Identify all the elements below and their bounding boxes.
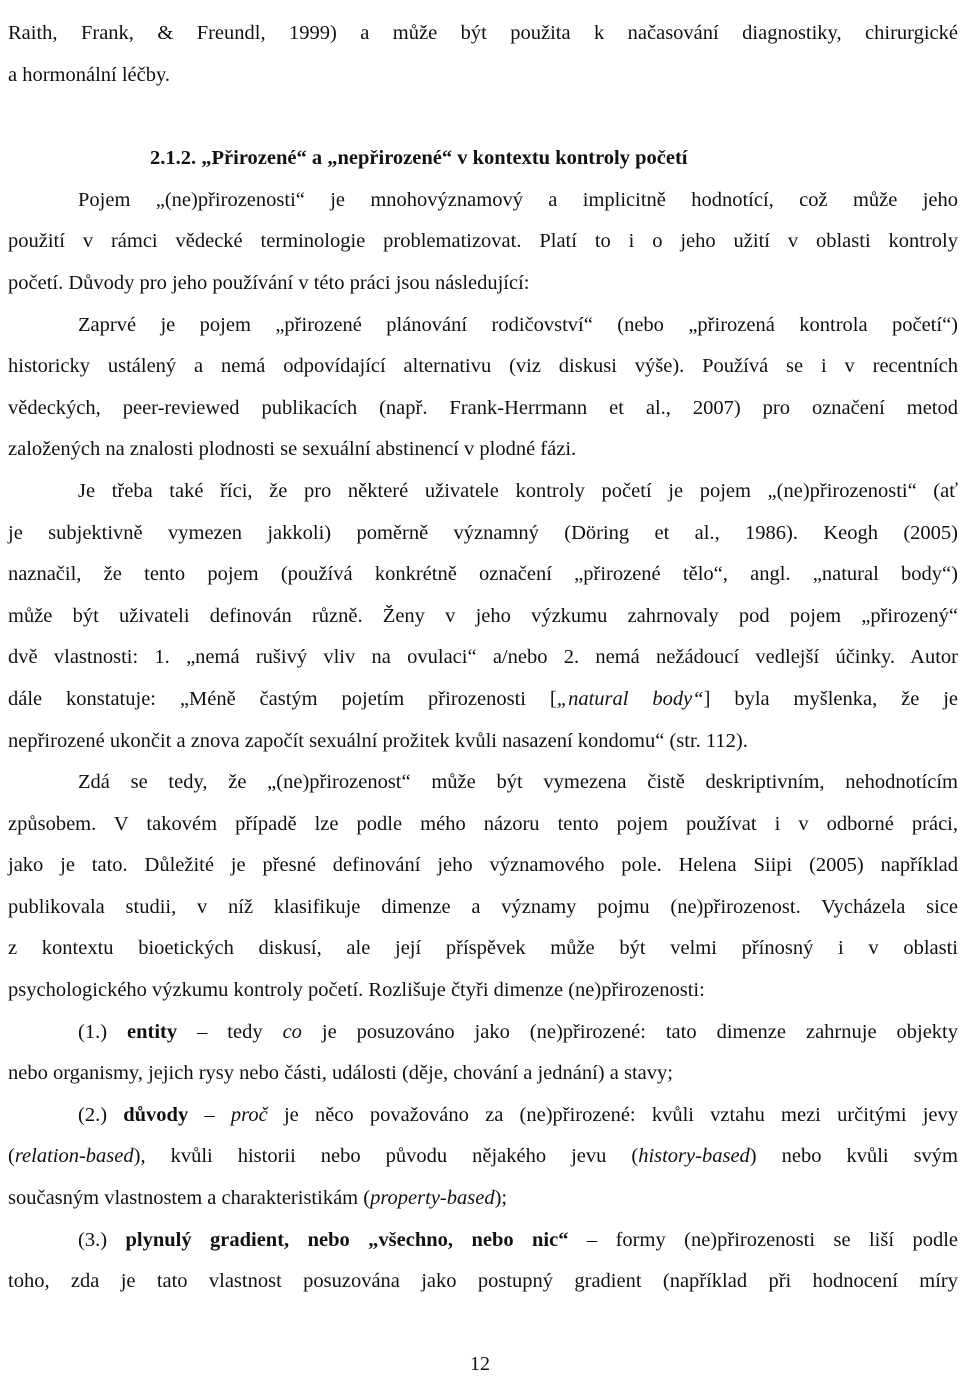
paragraph-line: z kontextu bioetických diskusí, ale její příspěvek může být velmi přínosný i v oblasti: [8, 937, 958, 960]
list-text: je posuzováno jako (ne)přirozené: tato dimenze zahrnuje objekty: [321, 1020, 958, 1043]
list-item-2: [8, 1095, 958, 1137]
paragraph-line: může být uživateli definován různě. Ženy v jeho výzkumu zahrnovaly pod pojem „přirozený“: [8, 604, 958, 627]
paragraph-line: Pojem „(ne)přirozenosti“ je mnohovýznamový a implicitně hodnotící, což může jeho: [78, 188, 958, 211]
list-item-2-continuation: [8, 1178, 958, 1220]
list-term: plynulý gradient, nebo „všechno, nebo nic“: [125, 1228, 569, 1251]
paragraph-line: Zaprvé je pojem „přirozené plánování rodičovství“ (nebo „přirozená kontrola početí“): [78, 313, 958, 336]
page-number: 12: [470, 1353, 490, 1375]
list-text: ), kvůli historii nebo původu nějakého jevu (: [133, 1145, 639, 1168]
paragraph-line: dvě vlastnosti: 1. „nemá rušivý vliv na ovulaci“ a/nebo 2. nemá nežádoucí vedlejší účinky. Autor: [8, 646, 958, 669]
list-item-3: [8, 1220, 958, 1262]
list-text: ) nebo kvůli svým: [749, 1145, 958, 1168]
list-text: je něco považováno za (ne)přirozené: kvůli vztahu mezi určitými jevy: [283, 1103, 959, 1126]
paragraph-line: historicky ustálený a nemá odpovídající alternativu (viz diskusi výše). Používá se i v recentních: [8, 355, 958, 378]
paragraph-line: Zdá se tedy, že „(ne)přirozenost“ může být vymezena čistě deskriptivním, nehodnotícím: [78, 771, 958, 794]
paragraph-line: založených na znalosti plodnosti se sexuální abstinencí v plodné fázi.: [8, 438, 577, 461]
paragraph-line: je subjektivně vymezen jakkoli) poměrně významný (Döring et al., 1986). Keogh (2005): [8, 521, 958, 544]
list-text: současným vlastnostem a charakteristikám (: [8, 1187, 371, 1210]
list-text: formy (ne)přirozenosti se liší podle: [615, 1228, 959, 1251]
list-italic-term: relation-based: [14, 1145, 134, 1168]
list-text: );: [494, 1187, 508, 1210]
section-heading: [8, 138, 958, 180]
list-text: tedy: [227, 1020, 263, 1043]
list-item-3-continuation: toho, zda je tato vlastnost posuzována jako postupný gradient (například při hodnocení míry: [8, 1270, 958, 1293]
paragraph-line: Je třeba také říci, že pro některé uživatele kontroly početí je pojem „(ne)přirozenosti“ (ať: [78, 479, 958, 502]
list-item-1-continuation: nebo organismy, jejich rysy nebo části, události (děje, chování a jednání) a stavy;: [8, 1062, 673, 1085]
paragraph-line: [8, 679, 958, 721]
section-title: „Přirozené“ a „nepřirozené“ v kontextu kontroly početí: [201, 147, 688, 170]
paragraph-continuation-line: Raith, Frank, & Freundl, 1999) a může být použita k načasování diagnostiky, chirurgické: [8, 22, 958, 44]
paragraph-line: publikovala studii, v níž klasifikuje dimenze a významy pojmu (ne)přirozenost. Vycházela sice: [8, 895, 958, 918]
document-page: [8, 0, 958, 1303]
quote-text: dále konstatuje: „Méně častým pojetím přirozenosti [: [8, 687, 557, 710]
list-number: (1.): [78, 1020, 108, 1043]
paragraph-line: psychologického výzkumu kontroly početí. Rozlišuje čtyři dimenze (ne)přirozenosti:: [8, 979, 705, 1002]
list-italic-word: co: [282, 1020, 302, 1043]
list-term: důvody: [123, 1103, 189, 1126]
list-number: (2.): [78, 1103, 108, 1126]
section-number: 2.1.2.: [150, 147, 197, 170]
list-number: (3.): [78, 1228, 108, 1251]
list-italic-term: property-based: [370, 1187, 495, 1210]
quote-italic-term: „natural body“: [556, 687, 704, 710]
list-dash: –: [204, 1103, 215, 1126]
list-text: (: [8, 1145, 15, 1168]
list-term: entity: [127, 1020, 178, 1043]
paragraph-line: vědeckých, peer-reviewed publikacích (např. Frank-Herrmann et al., 2007) pro označení metod: [8, 396, 958, 419]
list-dash: –: [586, 1228, 598, 1251]
list-italic-word: proč: [230, 1103, 268, 1126]
paragraph-line: použití v rámci vědecké terminologie problematizovat. Platí to i o jeho užití v oblasti kontroly: [8, 230, 958, 253]
list-item-2-continuation: [8, 1136, 958, 1178]
paragraph-line: jako je tato. Důležité je přesné definování jeho významového pole. Helena Siipi (2005) například: [8, 854, 958, 877]
quote-text: ] byla myšlenka, že je: [703, 687, 958, 710]
paragraph-line: početí. Důvody pro jeho používání v této práci jsou následující:: [8, 271, 530, 294]
paragraph-continuation-line: a hormonální léčby.: [8, 63, 171, 86]
list-item-1: [8, 1012, 958, 1054]
list-dash: –: [197, 1020, 208, 1043]
list-italic-term: history-based: [638, 1145, 750, 1168]
paragraph-line: naznačil, že tento pojem (používá konkrétně označení „přirozené tělo“, angl. „natural body“): [8, 563, 958, 586]
paragraph-line: nepřirozené ukončit a znova započít sexuální prožitek kvůli nasazení kondomu“ (str. 112).: [8, 729, 748, 752]
paragraph-line: způsobem. V takovém případě lze podle mého názoru tento pojem používat i v odborné práci,: [8, 812, 958, 835]
